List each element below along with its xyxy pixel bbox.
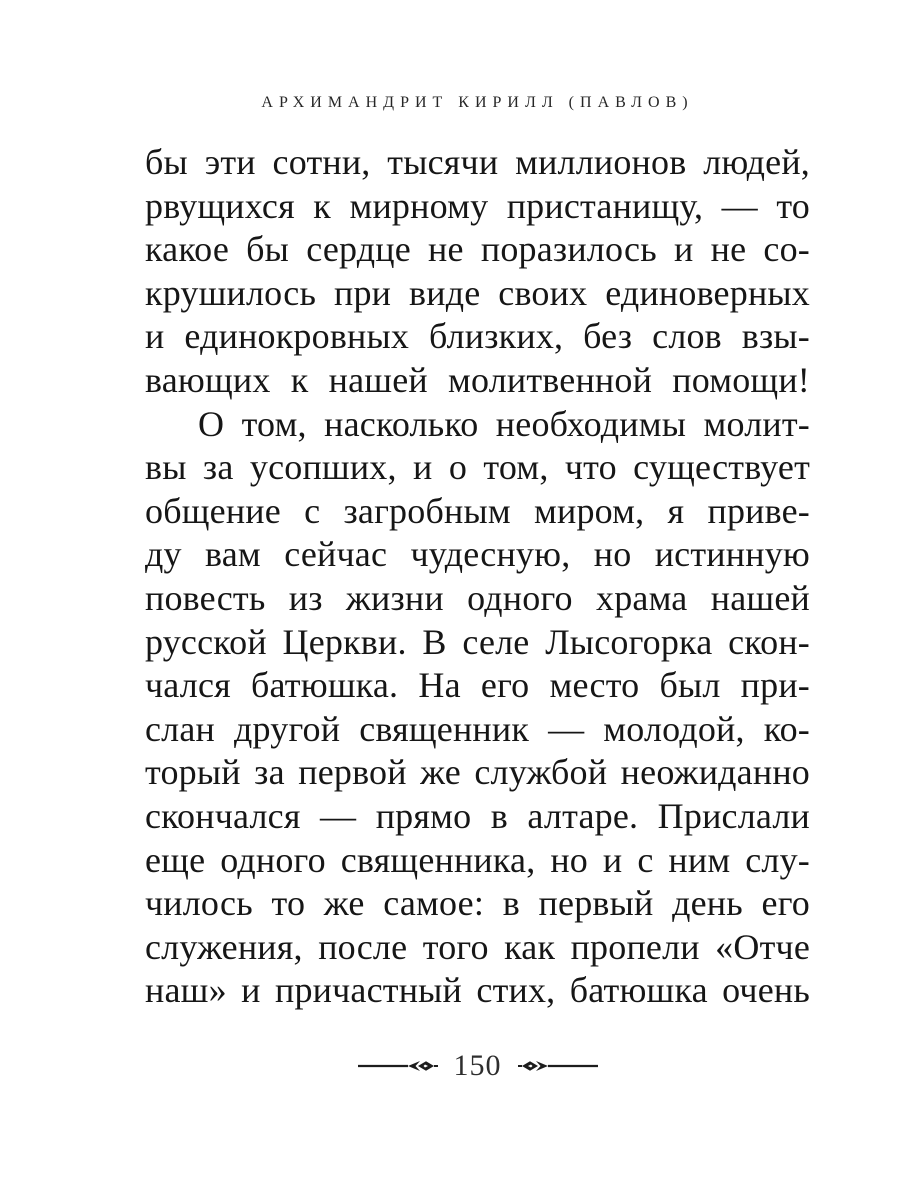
text-line: еще одного священника, но и с ним слу- [145, 839, 810, 880]
text-line: чилось то же самое: в первый день его [145, 883, 810, 924]
page-number: 150 [453, 1049, 502, 1082]
text-line: бы эти сотни, тысячи миллионов людей, [145, 142, 810, 182]
page-footer [145, 1051, 810, 1081]
text-line: вающих к нашей молитвенной помощи! [145, 359, 810, 400]
text-line: повесть из жизни одного храма нашей [145, 577, 810, 618]
text-line: рвущихся к мирному пристанищу, — то [145, 185, 810, 226]
text-line: ду вам сейчас чудесную, но истинную [145, 534, 810, 575]
text-line-paragraph-start: О том, насколько необходимы молит- [198, 403, 810, 444]
right-flourish-icon [518, 1058, 598, 1074]
text-line: служения, после того как пропели «Отче [145, 926, 810, 967]
text-line: русской Церкви. В селе Лысогорка скон- [145, 621, 810, 662]
text-line: торый за первой же службой неожиданно [145, 752, 810, 793]
text-line: наш» и причастный стих, батюшка очень [145, 970, 810, 1011]
text-line: вы за усопших, и о том, что существует [145, 447, 810, 488]
text-line: и единокровных близких, без слов взы- [145, 316, 810, 357]
text-line: какое бы сердце не поразилось и не со- [145, 229, 810, 270]
text-line: скончался — прямо в алтаре. Прислали [145, 795, 810, 836]
text-line: чался батюшка. На его место был при- [145, 665, 810, 706]
text-line: общение с загробным миром, я приве- [145, 490, 810, 531]
running-head: АРХИМАНДРИТ КИРИЛЛ (ПАВЛОВ) [261, 94, 694, 111]
left-flourish-icon [358, 1058, 438, 1074]
text-line: слан другой священник — молодой, ко- [145, 708, 810, 749]
text-line: крушилось при виде своих единоверных [145, 272, 810, 313]
body-text [145, 141, 810, 1013]
